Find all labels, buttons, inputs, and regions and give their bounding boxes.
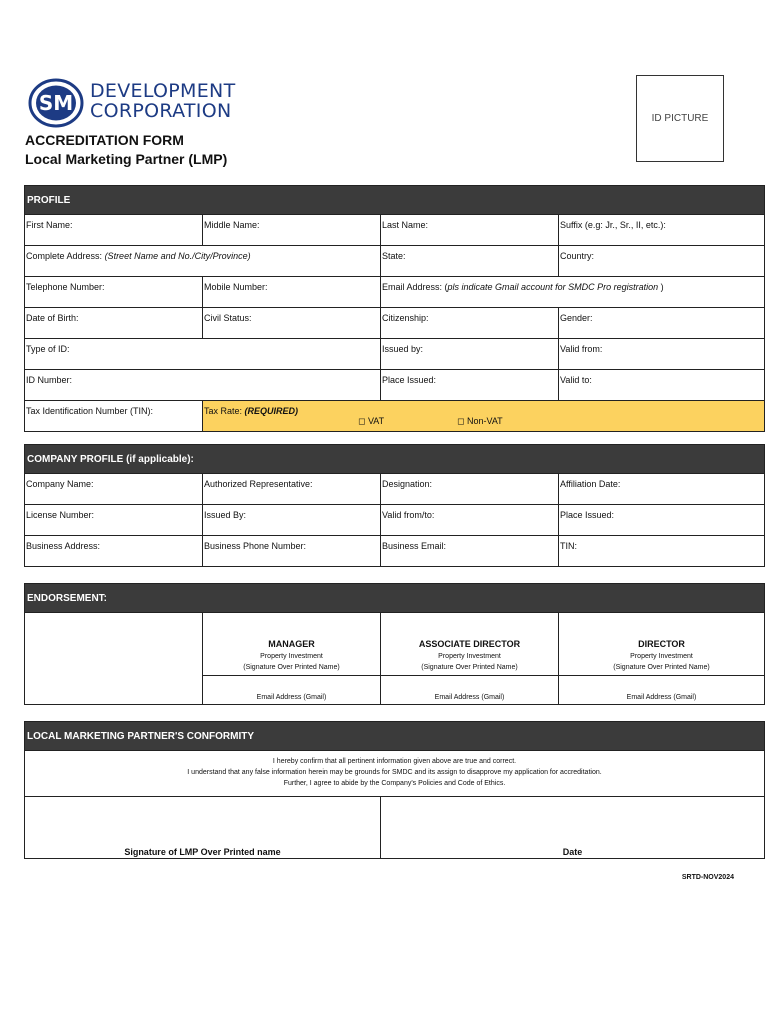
suffix-field[interactable]: Suffix (e.g: Jr., Sr., II, etc.):: [558, 215, 765, 245]
gender-field[interactable]: Gender:: [558, 308, 765, 338]
endorsement-heading: ENDORSEMENT:: [24, 583, 765, 613]
authorized-rep-field[interactable]: Authorized Representative:: [202, 474, 380, 504]
tin-field[interactable]: Tax Identification Number (TIN):: [24, 401, 202, 431]
endorser-email-label: Email Address (Gmail): [434, 694, 505, 701]
profile-row-tax: [24, 401, 765, 432]
logo-line-2: CORPORATION: [90, 100, 232, 122]
id-picture-label: ID PICTURE: [651, 113, 709, 124]
profile-row-name: [24, 215, 765, 246]
business-address-field[interactable]: Business Address:: [24, 536, 202, 566]
endorser-role: ASSOCIATE DIRECTOR: [418, 639, 521, 649]
conformity-section: [24, 721, 765, 859]
state-field[interactable]: State:: [380, 246, 558, 276]
company-tin-field[interactable]: TIN:: [558, 536, 765, 566]
endorser-dept: Property Investment: [260, 653, 323, 660]
mobile-field[interactable]: Mobile Number:: [202, 277, 380, 307]
conformity-line-1: I hereby confirm that all pertinent information given above are true and correct.: [272, 758, 517, 765]
divider: [381, 675, 558, 676]
lmp-signature-field[interactable]: [24, 797, 380, 858]
conformity-date-field[interactable]: [380, 797, 765, 858]
logo-line-1: DEVELOPMENT: [90, 80, 236, 102]
tax-rate-field: [202, 401, 765, 431]
business-phone-field[interactable]: Business Phone Number:: [202, 536, 380, 566]
conformity-signature-row: [24, 797, 765, 859]
divider: [203, 675, 380, 676]
dob-field[interactable]: Date of Birth:: [24, 308, 202, 338]
issued-by-field[interactable]: Issued by:: [380, 339, 558, 369]
endorser-signature-label: (Signature Over Printed Name): [243, 664, 340, 671]
email-label-close: ): [658, 282, 664, 292]
endorser-role: MANAGER: [268, 639, 315, 649]
endorser-email-label: Email Address (Gmail): [256, 694, 327, 701]
endorser-email-label: Email Address (Gmail): [626, 694, 697, 701]
conformity-line-3: Further, I agree to abide by the Company's Policies and Code of Ethics.: [283, 780, 506, 787]
address-label: Complete Address:: [26, 251, 103, 261]
country-field[interactable]: Country:: [558, 246, 765, 276]
endorser-manager[interactable]: [202, 613, 380, 704]
profile-section: [24, 185, 765, 432]
endorser-dept: Property Investment: [438, 653, 501, 660]
endorser-signature-label: (Signature Over Printed Name): [613, 664, 710, 671]
profile-row-personal: [24, 308, 765, 339]
profile-row-address: [24, 246, 765, 277]
logo-mark-text: SM: [38, 91, 74, 115]
company-row-1: [24, 474, 765, 505]
endorsement-section: [24, 583, 765, 705]
profile-heading: PROFILE: [24, 185, 765, 215]
valid-from-to-field[interactable]: Valid from/to:: [380, 505, 558, 535]
address-hint: (Street Name and No./City/Province): [104, 251, 251, 261]
first-name-field[interactable]: First Name:: [24, 215, 202, 245]
license-number-field[interactable]: License Number:: [24, 505, 202, 535]
sm-logo-icon: [28, 78, 84, 128]
company-row-2: [24, 505, 765, 536]
company-issued-by-field[interactable]: Issued By:: [202, 505, 380, 535]
email-field[interactable]: [380, 277, 765, 307]
tax-rate-required: (REQUIRED): [244, 406, 299, 416]
middle-name-field[interactable]: Middle Name:: [202, 215, 380, 245]
designation-field[interactable]: Designation:: [380, 474, 558, 504]
endorsement-body: [24, 613, 765, 705]
company-place-issued-field[interactable]: Place Issued:: [558, 505, 765, 535]
valid-to-field[interactable]: Valid to:: [558, 370, 765, 400]
type-of-id-field[interactable]: Type of ID:: [24, 339, 380, 369]
last-name-field[interactable]: Last Name:: [380, 215, 558, 245]
company-section: [24, 444, 765, 567]
email-label: Email Address: (: [382, 282, 448, 292]
endorser-associate-director[interactable]: [380, 613, 558, 704]
valid-from-field[interactable]: Valid from:: [558, 339, 765, 369]
form-title: ACCREDITATION FORM: [25, 132, 184, 148]
endorser-role: DIRECTOR: [638, 639, 685, 649]
id-picture-box[interactable]: [636, 75, 724, 162]
conformity-heading: LOCAL MARKETING PARTNER'S CONFORMITY: [24, 721, 765, 751]
profile-row-contact: [24, 277, 765, 308]
business-email-field[interactable]: Business Email:: [380, 536, 558, 566]
civil-status-field[interactable]: Civil Status:: [202, 308, 380, 338]
divider: [559, 675, 764, 676]
conformity-statement: [24, 751, 765, 797]
company-name-field[interactable]: Company Name:: [24, 474, 202, 504]
address-field[interactable]: [24, 246, 380, 276]
company-logo: [28, 74, 236, 130]
lmp-signature-label: Signature of LMP Over Printed name: [124, 847, 281, 857]
form-code: SRTD-NOV2024: [681, 874, 734, 881]
company-row-3: [24, 536, 765, 567]
email-hint: pls indicate Gmail account for SMDC Pro registration: [447, 282, 659, 292]
affiliation-date-field[interactable]: Affiliation Date:: [558, 474, 765, 504]
endorser-director[interactable]: [558, 613, 765, 704]
endorser-signature-label: (Signature Over Printed Name): [421, 664, 518, 671]
conformity-line-2: I understand that any false information herein may be grounds for SMDC and its assign to disapprove my application for accreditation.: [187, 769, 602, 776]
nonvat-checkbox[interactable]: ◻ Non-VAT: [457, 416, 503, 426]
place-issued-field[interactable]: Place Issued:: [380, 370, 558, 400]
citizenship-field[interactable]: Citizenship:: [380, 308, 558, 338]
endorser-dept: Property Investment: [630, 653, 693, 660]
telephone-field[interactable]: Telephone Number:: [24, 277, 202, 307]
conformity-date-label: Date: [562, 847, 583, 857]
id-number-field[interactable]: ID Number:: [24, 370, 380, 400]
company-heading: COMPANY PROFILE (if applicable):: [24, 444, 765, 474]
tax-rate-label: Tax Rate:: [204, 406, 245, 416]
endorsement-blank-cell: [24, 613, 202, 704]
vat-checkbox[interactable]: ◻ VAT: [358, 416, 385, 426]
profile-row-id-type: [24, 339, 765, 370]
profile-row-id-number: [24, 370, 765, 401]
form-subtitle: Local Marketing Partner (LMP): [25, 151, 228, 167]
